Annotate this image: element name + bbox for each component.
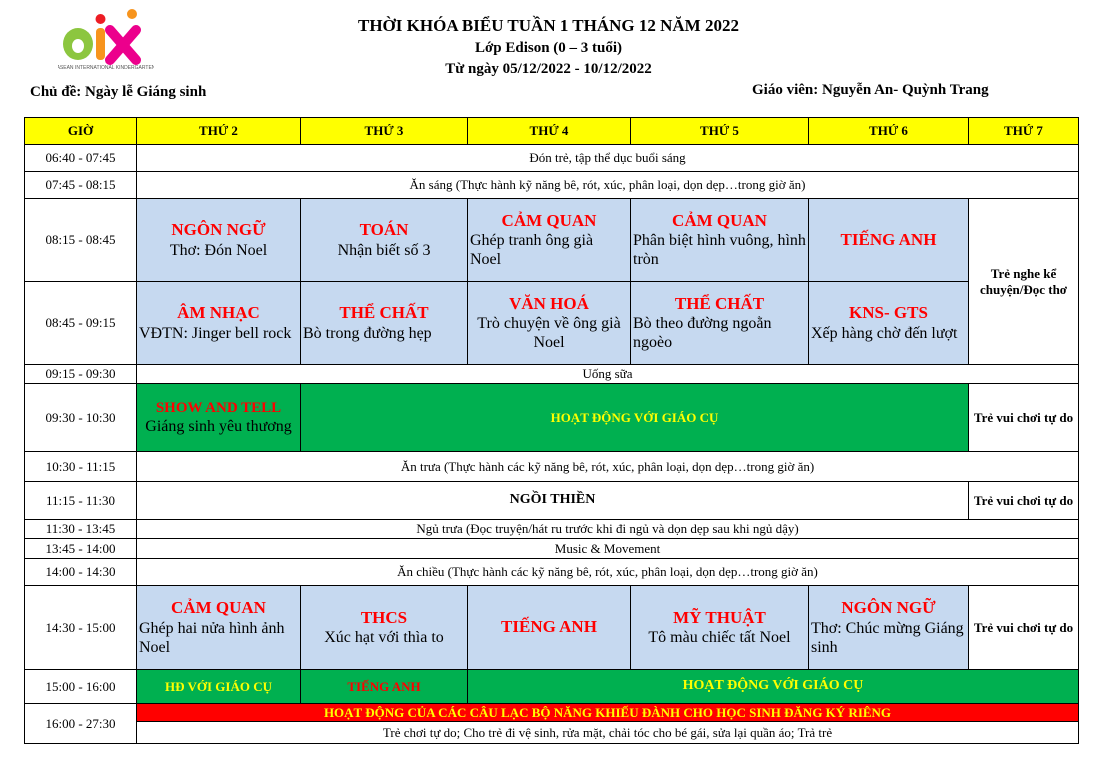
lesson-cell: [809, 282, 969, 365]
saturday-activity: Trẻ nghe kể chuyện/Đọc thơ: [969, 199, 1079, 365]
class-line: Lớp Edison (0 – 3 tuổi): [474, 40, 623, 56]
lesson-subject: SHOW AND TELL: [155, 399, 282, 416]
lesson-subject: CẢM QUAN: [171, 598, 266, 618]
table-row: [25, 520, 1079, 539]
lesson-subject: TIẾNG ANH: [501, 617, 597, 637]
col-header-thu3: THỨ 3: [301, 118, 468, 145]
lesson-subject: NGÔN NGỮ: [841, 598, 936, 618]
activity-cell: HOẠT ĐỘNG VỚI GIÁO CỤ: [468, 670, 1079, 704]
table-row: [25, 482, 1079, 520]
activity-cell: Ăn chiều (Thực hành các kỹ năng bê, rót, xúc, phân loại, dọn dẹp…trong giờ ăn): [137, 559, 1079, 586]
header-row: [25, 118, 1079, 145]
time-cell: 11:30 - 13:45: [25, 520, 137, 539]
time-cell: 08:45 - 09:15: [25, 282, 137, 365]
table-row: [25, 722, 1079, 744]
table-row: [25, 452, 1079, 482]
lesson-desc: Ghép hai nửa hình ảnh Noel: [139, 619, 285, 656]
time-cell: 16:00 - 27:30: [25, 704, 137, 744]
lesson-desc: Thơ: Đón Noel: [169, 241, 268, 259]
time-cell: 13:45 - 14:00: [25, 539, 137, 559]
table-row: [25, 145, 1079, 172]
table-row: [25, 282, 1079, 365]
activity-cell: HĐ VỚI GIÁO CỤ: [137, 670, 301, 704]
col-header-thu4: THỨ 4: [468, 118, 631, 145]
time-cell: 11:15 - 11:30: [25, 482, 137, 520]
activity-cell: Ngủ trưa (Đọc truyện/hát ru trước khi đi ngủ và dọn dẹp sau khi ngủ dậy): [137, 520, 1079, 539]
col-header-thu2: THỨ 2: [137, 118, 301, 145]
lesson-subject: THCS: [360, 607, 408, 627]
lesson-cell: [137, 586, 301, 670]
lesson-cell: [137, 282, 301, 365]
lesson-subject: KNS- GTS: [849, 303, 928, 323]
time-cell: 09:15 - 09:30: [25, 365, 137, 384]
time-cell: 07:45 - 08:15: [25, 172, 137, 199]
lesson-cell: [301, 282, 468, 365]
col-header-thu7: THỨ 7: [969, 118, 1079, 145]
time-cell: 06:40 - 07:45: [25, 145, 137, 172]
lesson-subject: VĂN HOÁ: [509, 293, 589, 313]
date-range: Từ ngày 05/12/2022 - 10/12/2022: [445, 61, 652, 77]
table-row: [25, 586, 1079, 670]
lesson-subject: NGÔN NGỮ: [171, 220, 266, 240]
saturday-activity: Trẻ vui chơi tự do: [969, 586, 1079, 670]
table-row: [25, 704, 1079, 722]
col-header-thu5: THỨ 5: [631, 118, 809, 145]
saturday-activity: Trẻ vui chơi tự do: [969, 384, 1079, 452]
table-row: [25, 670, 1079, 704]
lesson-desc: Ghép tranh ông già Noel: [470, 232, 594, 269]
lesson-subject: CẢM QUAN: [501, 210, 597, 230]
activity-cell: TIẾNG ANH: [301, 670, 468, 704]
page-title: THỜI KHÓA BIỂU TUẦN 1 THÁNG 12 NĂM 2022: [358, 16, 739, 35]
lesson-cell: [809, 199, 969, 282]
activity-cell: Đón trẻ, tập thể dục buổi sáng: [137, 145, 1079, 172]
lesson-desc: Xếp hàng chờ đến lượt: [811, 324, 958, 342]
lesson-cell: [468, 282, 631, 365]
lesson-cell: [137, 199, 301, 282]
table-row: [25, 559, 1079, 586]
time-cell: 15:00 - 16:00: [25, 670, 137, 704]
lesson-desc: Tô màu chiếc tất Noel: [648, 629, 791, 647]
activity-cell: NGỒI THIỀN: [137, 482, 969, 520]
lesson-subject: TOÁN: [359, 220, 409, 240]
table-row: [25, 199, 1079, 282]
lesson-cell: [809, 586, 969, 670]
activity-cell: HOẠT ĐỘNG VỚI GIÁO CỤ: [301, 384, 969, 452]
table-row: [25, 539, 1079, 559]
clubs-banner: HOẠT ĐỘNG CỦA CÁC CÂU LẠC BỘ NĂNG KHIẾU ĐÀNH CHO HỌC SINH ĐĂNG KÝ RIÊNG: [137, 704, 1079, 722]
lesson-subject: ÂM NHẠC: [177, 303, 260, 323]
time-cell: 09:30 - 10:30: [25, 384, 137, 452]
lesson-subject: THỂ CHẤT: [674, 293, 765, 313]
lesson-cell: [468, 586, 631, 670]
lesson-desc: Thơ: Chúc mừng Giáng sinh: [811, 619, 964, 656]
lesson-cell: [137, 384, 301, 452]
activity-cell: Ăn trưa (Thực hành các kỹ năng bê, rót, xúc, phân loại, dọn dẹp…trong giờ ăn): [137, 452, 1079, 482]
table-row: [25, 172, 1079, 199]
activity-cell: Trẻ chơi tự do; Cho trẻ đi vệ sinh, rửa mặt, chải tóc cho bé gái, sửa lại quần áo; Trả trẻ: [137, 722, 1079, 744]
lesson-desc: Bò theo đường ngoằn ngoèo: [633, 315, 772, 352]
lesson-cell: [631, 586, 809, 670]
topic-label: Chủ đề: Ngày lễ Giáng sinh: [30, 84, 207, 100]
activity-cell: Ăn sáng (Thực hành kỹ năng bê, rót, xúc, phân loại, dọn dẹp…trong giờ ăn): [137, 172, 1079, 199]
lesson-desc: Bò trong đường hẹp: [303, 324, 432, 342]
saturday-activity: Trẻ vui chơi tự do: [969, 482, 1079, 520]
lesson-desc: Giáng sinh yêu thương: [145, 417, 292, 435]
teacher-label: Giáo viên: Nguyễn An- Quỳnh Trang: [752, 82, 989, 98]
time-cell: 10:30 - 11:15: [25, 452, 137, 482]
lesson-cell: [301, 199, 468, 282]
lesson-desc: Nhận biết số 3: [337, 241, 431, 259]
lesson-desc: VĐTN: Jinger bell rock: [139, 324, 292, 342]
table-row: [25, 384, 1079, 452]
time-cell: 08:15 - 08:45: [25, 199, 137, 282]
time-cell: 14:30 - 15:00: [25, 586, 137, 670]
lesson-cell: [468, 199, 631, 282]
lesson-cell: [631, 199, 809, 282]
schedule-table: [24, 117, 1079, 744]
svg-text:ASEAN INTERNATIONAL KINDERGART: ASEAN INTERNATIONAL KINDERGARTEN: [58, 65, 154, 71]
activity-cell: Uống sữa: [137, 365, 1079, 384]
lesson-subject: THỂ CHẤT: [339, 303, 429, 323]
lesson-subject: MỸ THUẬT: [673, 607, 766, 627]
lesson-desc: Trò chuyện về ông già Noel: [477, 315, 621, 352]
activity-cell: Music & Movement: [137, 539, 1079, 559]
col-header-time: GIỜ: [25, 118, 137, 145]
lesson-cell: [301, 586, 468, 670]
lesson-desc: Phân biệt hình vuông, hình tròn: [633, 232, 806, 269]
lesson-subject: CẢM QUAN: [672, 210, 767, 230]
lesson-desc: Xúc hạt với thìa to: [324, 629, 444, 647]
table-row: [25, 365, 1079, 384]
col-header-thu6: THỨ 6: [809, 118, 969, 145]
lesson-subject: TIẾNG ANH: [840, 229, 937, 249]
time-cell: 14:00 - 14:30: [25, 559, 137, 586]
lesson-cell: [631, 282, 809, 365]
